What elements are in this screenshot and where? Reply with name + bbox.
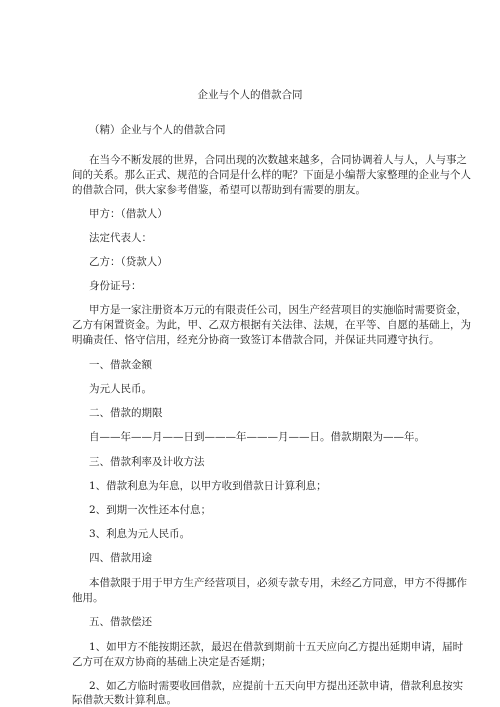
id-number-label: 身份证号： (89, 280, 142, 292)
section-2-text: 自——年——月——日到———年———月——日。借款期限为——年。 (89, 431, 425, 443)
intro-line-2: 间的关系。那么正式、规范的合同是什么样的呢？下面是小编帮大家整理的企业与个人 (72, 169, 471, 181)
preamble-line-1: 甲方是一家注册资本万元的有限责任公司，因生产经营项目的实施临时需要资金， (89, 304, 467, 316)
section-3-heading: 三、借款利率及计收方法 (89, 456, 205, 468)
section-2-heading: 二、借款的期限 (89, 407, 163, 419)
section-4-text-line-2: 他用。 (72, 592, 104, 604)
document-title: 企业与个人的借款合同 (197, 89, 303, 101)
preamble-line-2: 乙方有闲置资金。为此，甲、乙双方根据有关法律、法规，在平等、自愿的基础上，为 (72, 319, 471, 331)
section-3-item-3: 3、利息为元人民币。 (89, 528, 191, 540)
section-5-item-1-line-1: 1、如甲方不能按期还款，最迟在借款到期前十五天应向乙方提出延期申请，届时 (89, 641, 464, 653)
section-1-text: 为元人民币。 (89, 383, 152, 395)
section-5-heading: 五、借款偿还 (89, 616, 152, 628)
section-4-heading: 四、借款用途 (89, 552, 152, 564)
section-3-item-1: 1、借款利息为年息，以甲方收到借款日计算利息； (89, 480, 327, 492)
intro-line-1: 在当今不断发展的世界，合同出现的次数越来越多，合同协调着人与人，人与事之 (89, 154, 467, 166)
section-3-item-2: 2、到期一次性还本付息； (89, 504, 212, 516)
party-a-label: 甲方：（借款人） (89, 208, 168, 220)
subtitle: （精）企业与个人的借款合同 (89, 124, 226, 136)
section-1-heading: 一、借款金额 (89, 359, 152, 371)
section-5-item-2-line-1: 2、如乙方临时需要收回借款，应提前十五天向甲方提出还款申请，借款利息按实 (89, 680, 464, 692)
section-5-item-2-line-2: 际借款天数计算利息。 (72, 694, 177, 706)
section-4-text-line-1: 本借款限于用于甲方生产经营项目，必须专款专用，未经乙方同意，甲方不得挪作 (89, 577, 467, 589)
intro-line-3: 的借款合同，供大家参考借鉴，希望可以帮助到有需要的朋友。 (72, 184, 366, 196)
legal-representative-label: 法定代表人： (89, 232, 152, 244)
party-b-label: 乙方：（贷款人） (89, 256, 168, 268)
section-5-item-1-line-2: 乙方可在双方协商的基础上决定是否延期； (72, 656, 272, 668)
preamble-line-3: 明确责任、恪守信用，经充分协商一致签订本借款合同，并保证共同遵守执行。 (72, 334, 440, 346)
